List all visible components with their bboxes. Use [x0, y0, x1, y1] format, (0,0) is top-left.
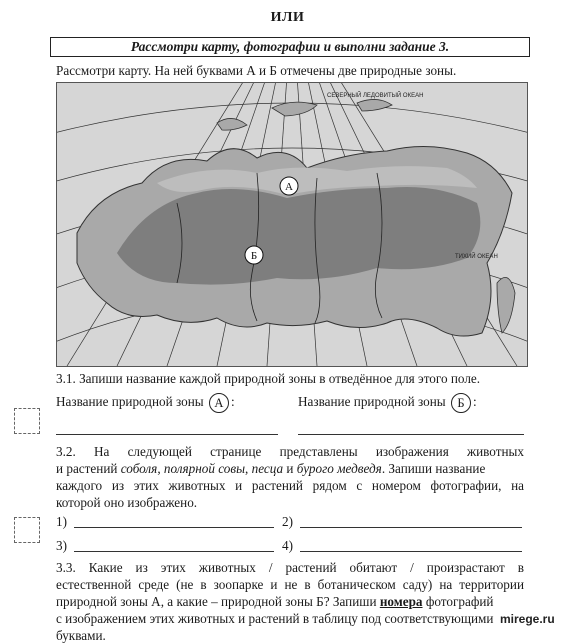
answer-label-1: 1) — [56, 514, 67, 529]
watermark: mirege.ru — [500, 612, 555, 626]
answer-box-32[interactable] — [14, 517, 40, 543]
pacific-label: ТИХИЙ ОКЕАН — [455, 254, 498, 260]
zone-b-colon: : — [472, 394, 477, 409]
answer-box-31[interactable] — [14, 408, 40, 434]
q32-owl: полярной совы — [163, 461, 246, 476]
task-title: Рассмотри карту, фотографии и выполни задание 3. — [130, 39, 450, 54]
zone-a-label — [56, 392, 235, 413]
q32-line3: каждого из этих животных и растений рядом с номером фотографии, на — [56, 478, 524, 493]
ocean-label: СЕВЕРНЫЙ ЛЕДОВИТЫЙ ОКЕАН — [327, 93, 424, 99]
q32-sep1: , — [157, 461, 164, 476]
q31-text: 3.1. Запиши название каждой природной зоны в отведённое для этого поле. — [56, 371, 481, 386]
russia-map — [56, 82, 528, 367]
zone-b-prefix: Название природной зоны — [298, 394, 446, 409]
q32-line1: 3.2. На следующей странице представлены изображения животных — [56, 444, 524, 459]
or-heading: ИЛИ — [270, 10, 305, 25]
q33-line5: буквами. — [56, 628, 106, 643]
zone-b-circle: Б — [451, 393, 471, 413]
q33-numbers-emphasis: номера — [379, 594, 423, 609]
marker-a: А — [285, 181, 293, 193]
q32-fox: песца — [251, 461, 284, 476]
answer-line-zone-a[interactable] — [56, 434, 278, 435]
answer-line-4[interactable] — [300, 551, 522, 552]
q32-l2-a: и растений — [56, 461, 121, 476]
answer-label-3: 3) — [56, 538, 67, 553]
answer-line-zone-b[interactable] — [298, 434, 524, 435]
answer-line-3[interactable] — [74, 551, 274, 552]
q33-l3-a: природной зоны А, а какие – природной зоны Б? Запиши — [56, 594, 380, 609]
q33-line4: с изображением этих животных и растений в таблицу под соответствующими — [56, 611, 494, 626]
intro-text: Рассмотри карту. На ней буквами А и Б отмечены две природные зоны. — [56, 63, 457, 78]
zone-a-prefix: Название природной зоны — [56, 394, 204, 409]
marker-b: Б — [250, 250, 258, 262]
map-graphic — [57, 83, 527, 366]
zone-b-label — [298, 392, 477, 413]
q32-and: и — [283, 461, 297, 476]
q33-line2: естественной среде (не в зоопарке и не в ботаническом саду) на территории — [56, 577, 524, 592]
q32-line4: которой оно изображено. — [56, 495, 198, 510]
q33-line3 — [56, 593, 494, 610]
answer-label-2: 2) — [282, 514, 293, 529]
q32-bear: бурого медведя — [296, 461, 382, 476]
zone-a-colon: : — [230, 394, 235, 409]
q33-l3-b: фотографий — [422, 594, 494, 609]
q33-line1: 3.3. Какие из этих животных / растений обитают / произрастают в — [56, 560, 524, 575]
q32-sable: соболя — [120, 461, 158, 476]
answer-label-4: 4) — [282, 538, 293, 553]
q32-line2 — [56, 460, 485, 477]
zone-a-circle: А — [209, 393, 229, 413]
q32-sep2: , — [245, 461, 252, 476]
answer-line-2[interactable] — [300, 527, 522, 528]
task-title-box — [50, 37, 530, 57]
q32-l2-tail: . Запиши название — [381, 461, 486, 476]
answer-line-1[interactable] — [74, 527, 274, 528]
